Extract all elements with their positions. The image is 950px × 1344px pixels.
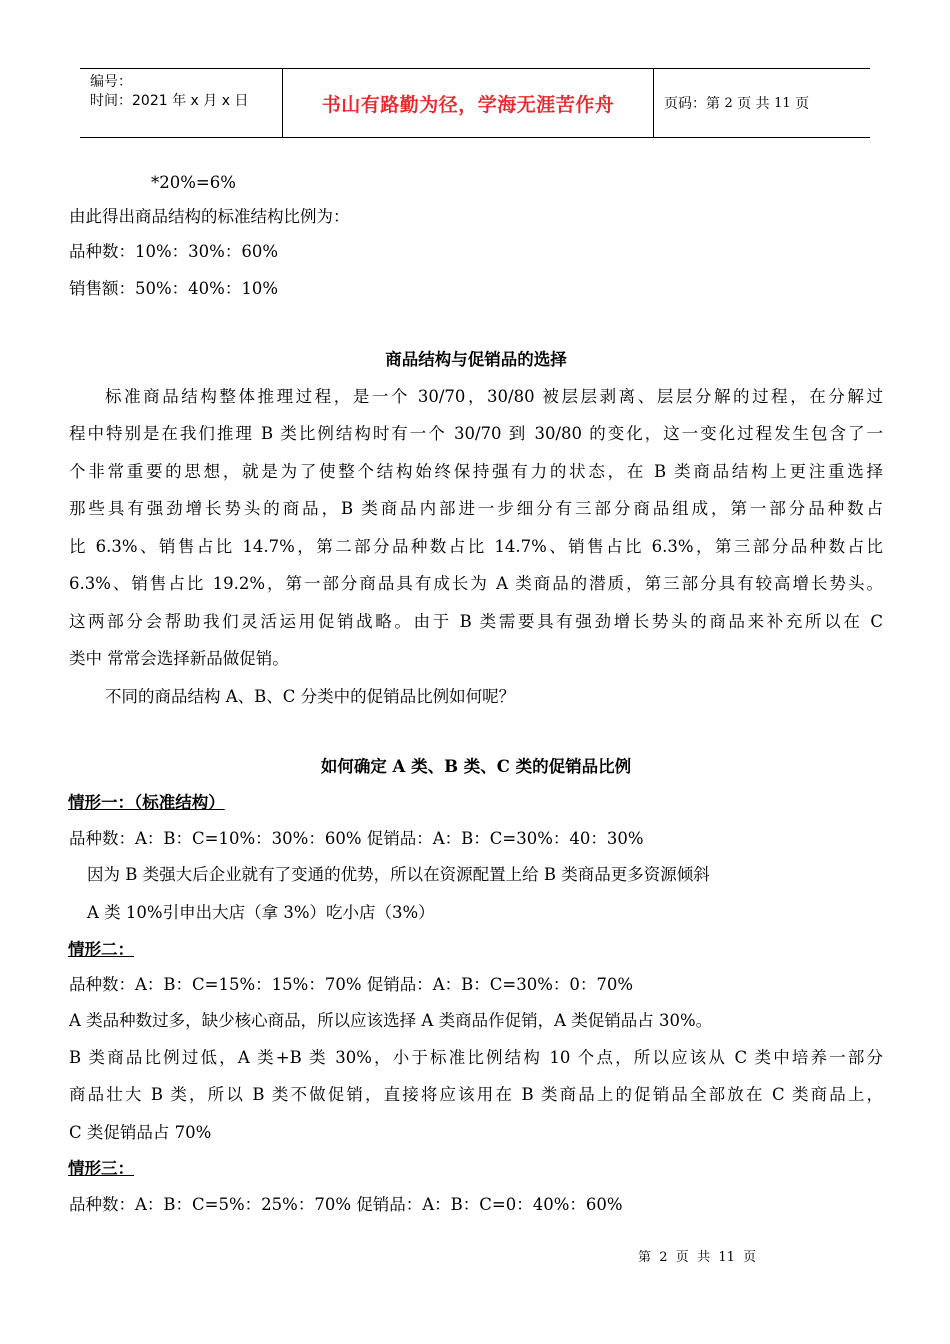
header-motto-cell (282, 69, 654, 137)
case-two-reason-b-cont: 商品壮大 B 类，所以 B 类不做促销，直接将应该用在 B 类商品上的促销品全部放在 C 类商品上， (69, 1085, 883, 1104)
header-motto: 书山有路勤为径，学海无涯苦作舟 (321, 93, 615, 116)
case-three-ratio: 品种数：A：B：C=5%：25%：70% 促销品：A：B：C=0：40%：60% (69, 1195, 623, 1214)
case-two-reason-a: A 类品种数过多，缺少核心商品，所以应该选择 A 类商品作促销，A 类促销品占 30%。 (69, 1011, 713, 1030)
case-two-reason-b: B 类商品比例过低，A 类+B 类 30%，小于标准比例结构 10 个点，所以应该从 C 类中培养一部分 (69, 1048, 883, 1067)
page-suffix: 页 (795, 96, 810, 112)
paragraph-line: 程中特别是在我们推理 B 类比例结构时有一个 30/70 到 30/80 的变化，这一变化过程发生包含了一 (69, 424, 883, 443)
formula-line: *20%=6% (151, 173, 236, 192)
paragraph-line: 比 6.3%、销售占比 14.7%，第二部分品种数占比 14.7%、销售占比 6.3%，第三部分品种数占比 (69, 537, 883, 556)
paragraph-line: 类中 常常会选择新品做促销。 (69, 649, 289, 668)
page-total: 11 (774, 95, 791, 111)
page-mid: 页 共 (737, 96, 770, 112)
variety-ratio-line: 品种数：10%：30%：60% (69, 242, 279, 261)
case-one-note: A 类 10%引申出大店（拿 3%）吃小店（3%） (87, 903, 435, 922)
header-meta (80, 69, 282, 137)
page-footer: 第 2 页 共 11 页 (638, 1250, 757, 1265)
case-one-ratio: 品种数：A：B：C=10%：30%：60% 促销品：A：B：C=30%：40：30% (69, 829, 644, 848)
section-heading-promotion-selection: 商品结构与促销品的选择 (385, 350, 567, 369)
paragraph-line: 标准商品结构整体推理过程，是一个 30/70，30/80 被层层剥离、层层分解的过程，在分解过 (105, 387, 883, 406)
case-one-title: 情形一：（标准结构） (68, 793, 225, 812)
paragraph-line: 个非常重要的思想，就是为了使整个结构始终保持强有力的状态，在 B 类商品结构上更注重选择 (69, 462, 883, 481)
header-date-label: 时间：2021 年 x 月 x 日 (90, 93, 249, 109)
page-number: 2 (724, 95, 733, 111)
page-header (80, 68, 870, 138)
paragraph-line: 6.3%、销售占比 19.2%，第一部分商品具有成长为 A 类商品的潜质，第三部分具有较高增长势头。 (69, 574, 883, 593)
paragraph-line: 这两部分会帮助我们灵活运用促销战略。由于 B 类需要具有强劲增长势头的商品来补充所以在 C (69, 612, 883, 631)
intro-line: 由此得出商品结构的标准结构比例为： (69, 207, 350, 226)
case-two-title: 情形二： (68, 940, 134, 959)
case-three-title: 情形三： (68, 1159, 134, 1178)
question-line: 不同的商品结构 A、B、C 分类中的促销品比例如何呢？ (105, 687, 516, 706)
case-two-ratio: 品种数：A：B：C=15%：15%：70% 促销品：A：B：C=30%：0：70% (69, 975, 634, 994)
page-prefix: 页码：第 (664, 96, 720, 112)
paragraph-line: 那些具有强劲增长势头的商品，B 类商品内部进一步细分有三部分商品组成，第一部分品种数占 (69, 499, 883, 518)
case-two-reason-c: C 类促销品占 70% (69, 1123, 212, 1142)
section-heading-abc-ratio: 如何确定 A 类、B 类、C 类的促销品比例 (320, 757, 632, 776)
case-one-reason: 因为 B 类强大后企业就有了变通的优势，所以在资源配置上给 B 类商品更多资源倾斜 (87, 865, 710, 884)
sales-ratio-line: 销售额：50%：40%：10% (69, 279, 279, 298)
header-number-label: 编号： (90, 74, 132, 90)
header-page-info (654, 69, 870, 137)
